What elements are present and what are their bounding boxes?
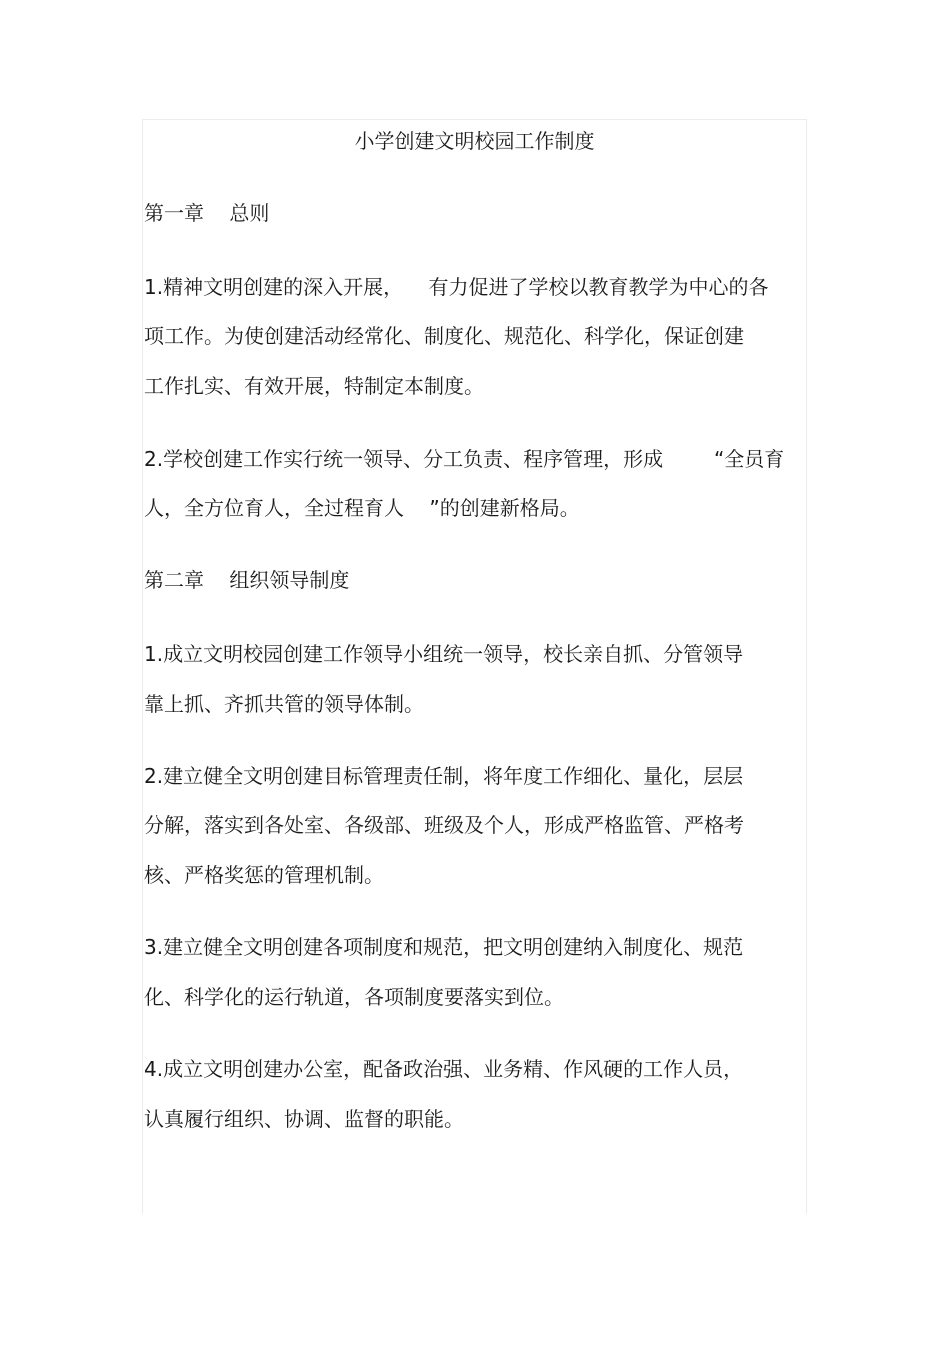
- paragraph-line: 人，全方位育人，全过程育人 ”的创建新格局。: [144, 496, 580, 520]
- chapter-heading: 第二章 组织领导制度: [144, 568, 350, 592]
- paragraph-line: 2.建立健全文明创建目标管理责任制，将年度工作细化、量化，层层: [144, 764, 744, 788]
- paragraph-line: 化、科学化的运行轨道，各项制度要落实到位。: [144, 985, 564, 1009]
- paragraph-line: 4.成立文明创建办公室，配备政治强、业务精、作风硬的工作人员，: [144, 1057, 744, 1081]
- paragraph-line: 1.精神文明创建的深入开展， 有力促进了学校以教育教学为中心的各: [144, 275, 769, 299]
- paragraph-line: 2.学校创建工作实行统一领导、分工负责、程序管理，形成 “全员育: [144, 447, 785, 471]
- paragraph-line: 工作扎实、有效开展，特制定本制度。: [144, 374, 484, 398]
- paragraph-line: 认真履行组织、协调、监督的职能。: [144, 1107, 464, 1131]
- paragraph-line: 1.成立文明校园创建工作领导小组统一领导，校长亲自抓、分管领导: [144, 642, 744, 666]
- paragraph-line: 靠上抓、齐抓共管的领导体制。: [144, 692, 424, 716]
- paragraph-line: 项工作。为使创建活动经常化、制度化、规范化、科学化，保证创建: [144, 324, 744, 348]
- chapter-heading: 第一章 总则: [144, 201, 270, 225]
- document-title: 小学创建文明校园工作制度: [354, 129, 595, 153]
- paragraph-line: 分解，落实到各处室、各级部、班级及个人，形成严格监管、严格考: [144, 813, 744, 837]
- paragraph-line: 核、严格奖惩的管理机制。: [144, 863, 384, 887]
- paragraph-line: 3.建立健全文明创建各项制度和规范，把文明创建纳入制度化、规范: [144, 935, 744, 959]
